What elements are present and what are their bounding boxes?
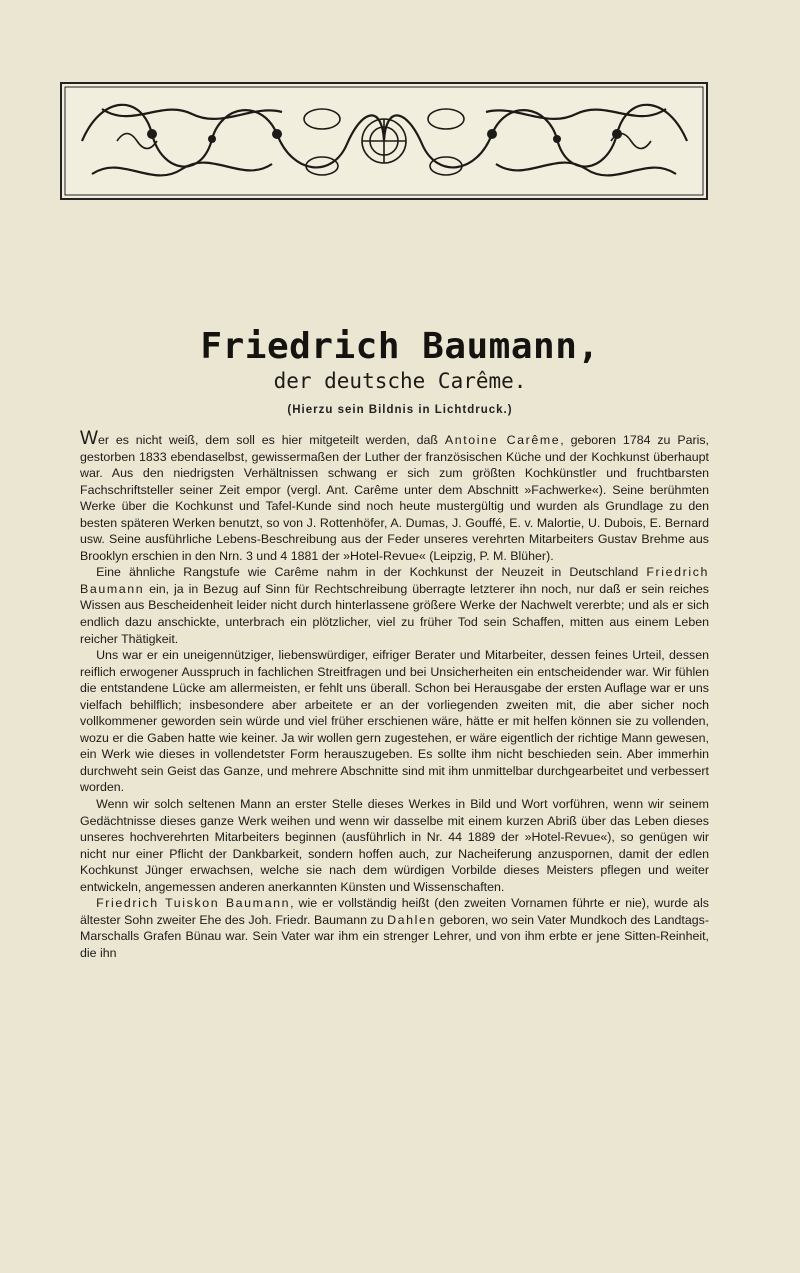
paragraph-1-text-c: , geboren 1784 zu Paris, gestorben 1833 ebendaselbst, gewissermaßen der Luther der französischen Küche und der Kochkunst überhaupt war. Aus den niedrigsten Verhältnissen schwang er sich zum größten Kochkünstler und fruchtbarsten Fachschriftsteller seiner Zeit empor (vergl. Ant. Carême unter dem Abschnitt »Fachwerke«). Seine berühmten Werke über die Kochkunst und Tafel-Kunde sind noch heute mustergültig und wurden als Grundlage zu den besten späteren Werken benutzt, so von J. Rottenhöfer, A. Dumas, J. Gouffé, E. v. Malortie, U. Dubois, E. Bernard usw. Seine ausführliche Lebens-Beschreibung aus der Feder unseres verehrten Mitarbeiters Gustav Brehme aus Brooklyn erschien in den Nrn. 3 und 4 1881 der »Hotel-Revue« (Leipzig, P. M. Blüher). [80, 433, 709, 563]
paragraph-5-text-d: geboren, wo sein Vater Mundkoch des Landtags-Marschalls Grafen Bünau war. Sein Vater war ihm ein strenger Lehrer, und von ihm erbte er jene Sitten-Reinheit, die ihn [80, 912, 709, 960]
name-baumann: Friedrich Baumann [80, 565, 709, 596]
paragraph-5 [80, 895, 709, 961]
page-subtitle: der deutsche Carême. [273, 369, 527, 393]
paragraph-3: Uns war er ein uneigennütziger, liebenswürdiger, eifriger Berater und Mitarbeiter, dessen feines Urteil, dessen reiflich erwogener Ausspruch in fachlichen Streitfragen und bei Unsicherheiten ein entscheidender war. Wir fühlen die entstandene Lücke am allermeisten, er fehlt uns überall. Schon bei Herausgabe der ersten Auflage war er uns vielfach behilflich; insbesondere aber arbeitete er an der vorliegenden zweiten mit, die aber sicher noch vollkommener geworden sein würde und viel früher erschienen wäre, hätte er mit helfen können sie zu vollenden, wozu er die Gaben hatte wie keiner. Ja wir wollen gern zugestehen, er wäre eigentlich der richtige Mann gewesen, ein Werk wie dieses in vollendetster Form herauszugeben. Es sollte ihm nicht beschieden sein. Aber immerhin durchweht sein Geist das Ganze, und mehrere Abschnitte sind mit ihm unmittelbar durchgearbeitet und verbessert worden. [80, 648, 709, 795]
name-careme: Antoine Carême [444, 433, 561, 447]
article-body [80, 428, 709, 962]
paragraph-1-text-a: er es nicht weiß, dem soll es hier mitgeteilt werden, daß [97, 433, 445, 447]
ornamental-header-border [60, 82, 708, 200]
scroll-ornament-icon [62, 84, 706, 198]
paragraph-2-text-a: Eine ähnliche Rangstufe wie Carême nahm in der Kochkunst der Neuzeit in Deutschland [96, 565, 647, 580]
paragraph-1 [80, 428, 709, 564]
paragraph-2-text-c: ein, ja in Bezug auf Sinn für Rechtschreibung überragte letzterer ihn noch, nur daß er sein reiches Wissen aus Bescheidenheit leider nicht durch hinterlassene größere Werke der Nachwelt vererbte; und als er sich endlich dazu anschickte, unterbrach ein plötzlicher, viel zu früher Tod sein Schaffen, mitten aus einem Leben reicher Thätigkeit. [80, 581, 709, 646]
full-name: Friedrich Tuiskon Baumann [96, 896, 291, 911]
paragraph-4: Wenn wir solch seltenen Mann an erster Stelle dieses Werkes in Bild und Wort vorführen, wenn wir seinem Gedächtnisse dieses ganze Werk weihen und wenn wir dasselbe mit einem kurzen Abriß über das Leben dieses unseres hochverehrten Mitarbeiters beginnen (ausführlich in Nr. 44 1889 der »Hotel-Revue«), so genügen wir nicht nur einer Pflicht der Dankbarkeit, sondern hoffen auch, zur Nacheiferung anzuspornen, damit der edlen Kochkunst Jünger erwachsen, welche sie nach dem würdigen Vorbilde dieses Meisters pflegen und weiter entwickeln, angemessen anderen anerkannten Künsten und Wissenschaften. [80, 797, 709, 894]
paragraph-2 [80, 564, 709, 647]
page-title: Friedrich Baumann, [200, 326, 600, 367]
paragraph-5-text-b: , wie er vollständig heißt (den zweiten Vornamen führte er nie), wurde als ältester Sohn zweiter Ehe des Joh. Friedr. Baumann zu [80, 896, 709, 927]
place-dahlen: Dahlen [387, 912, 436, 927]
illustration-note: (Hierzu sein Bildnis in Lichtdruck.) [287, 404, 513, 416]
drop-cap: W [80, 428, 98, 449]
